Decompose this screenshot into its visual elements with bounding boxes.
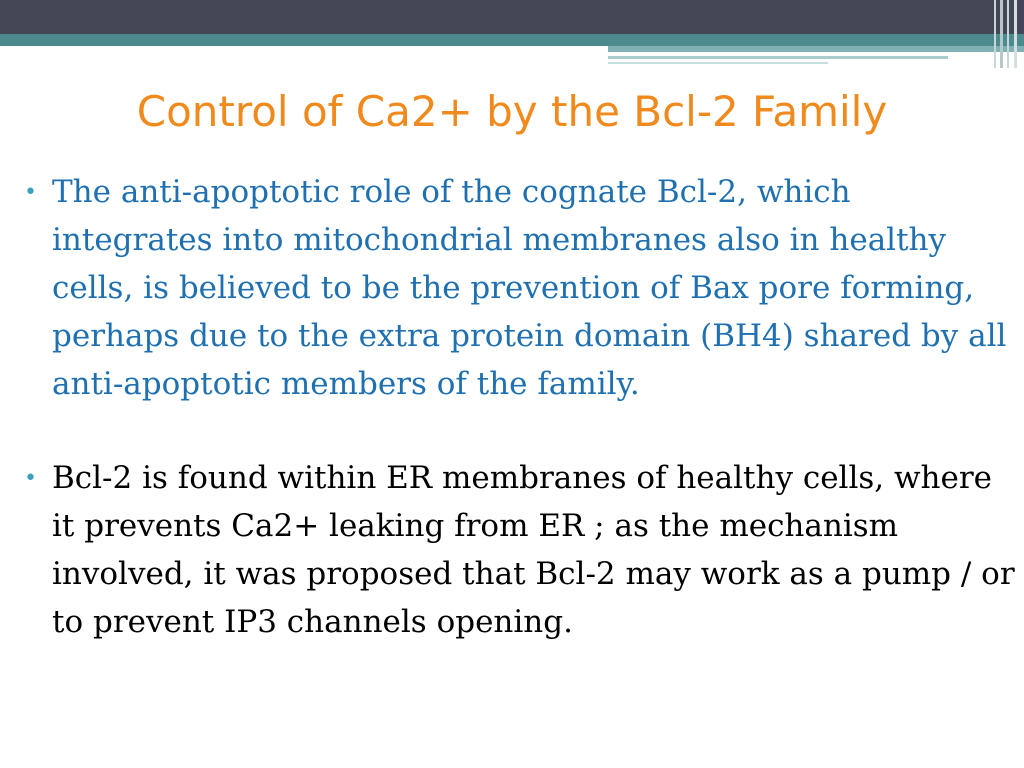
bullet-list <box>22 168 1016 646</box>
header-decorative-line <box>1000 0 1003 68</box>
header-accent-stripe <box>608 62 828 64</box>
bullet-text: Bcl-2 is found within ER membranes of healthy cells, where it prevents Ca2+ leaking from ER ; as the mechanism involved, it was proposed that Bcl-2 may work as a pump / or to prevent IP3 channels opening. <box>52 460 1015 640</box>
header-decorative-line <box>994 0 996 68</box>
header-accent-stripe <box>608 56 948 59</box>
header-dark-band <box>0 0 1024 34</box>
header-decorative-line <box>1014 0 1017 68</box>
bullet-dot-icon: • <box>24 466 37 491</box>
bullet-item <box>22 168 1016 408</box>
slide-title: Control of Ca2+ by the Bcl-2 Family <box>136 87 888 136</box>
bullet-item <box>22 454 1016 646</box>
header-accent-stripe <box>608 46 1024 52</box>
bullet-dot-icon: • <box>24 180 37 205</box>
bullet-text: The anti-apoptotic role of the cognate Bcl-2, which integrates into mitochondrial membranes also in healthy cells, is believed to be the prevention of Bax pore forming, perhaps due to the extra protein domain (BH4) shared by all anti-apoptotic members of the family. <box>52 174 1007 402</box>
header-teal-band <box>0 34 1024 46</box>
header-decorative-line <box>1007 0 1009 68</box>
